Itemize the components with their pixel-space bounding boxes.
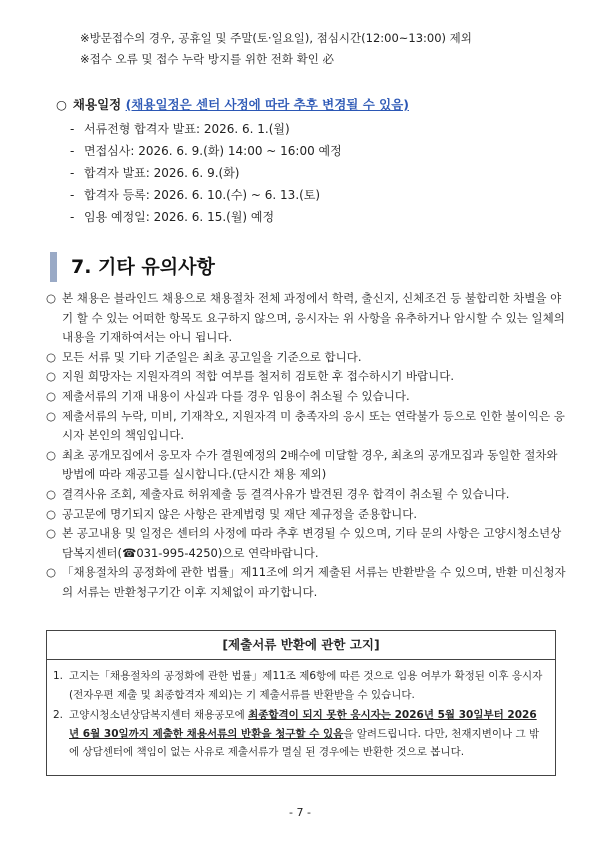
circle-bullet-icon: ○	[46, 349, 57, 364]
circle-bullet-icon: ○	[46, 447, 57, 462]
list-item: ○ 공고문에 명기되지 않은 사항은 관계법령 및 재단 제규정을 준용합니다.	[46, 505, 566, 525]
list-item: ○ 본 채용은 블라인드 채용으로 채용절차 전체 과정에서 학력, 출신지, 신체조건 등 불합리한 차별을 야기 할 수 있는 어떠한 항목도 요구하지 않으며, 응시자는 위 사항을 유추하거나 암시할 수 있는 일체의 내용을 기재하여서는 아니 됩니다.	[46, 289, 566, 348]
notice-paragraph: 2. 고양시청소년상담복지센터 채용공모에 최종합격이 되지 못한 응시자는 2026년 5월 30일부터 2026년 6월 30일까지 제출한 채용서류의 반환을 청구할 수 있음을 알려드립니다. 다만, 천재지변이나 그 밖에 상담센터에 책임이 없는 사유로 제출서류가 멸실 된 경우에는 반환한 것으로 봅니다.	[53, 706, 545, 762]
circle-bullet-icon: ○	[46, 408, 57, 423]
circle-bullet-icon: ○	[46, 291, 57, 305]
schedule-item: - 서류전형 합격자 발표: 2026. 6. 1.(월)	[70, 122, 290, 136]
paragraph-number: 1.	[53, 670, 64, 682]
circle-bullet-icon: ○	[46, 526, 57, 541]
list-item: ○ 모든 서류 및 기타 기준일은 최초 공고일을 기준으로 합니다.	[46, 348, 566, 368]
circle-bullet-icon: ○	[46, 486, 57, 501]
schedule-change-note: (채용일정은 센터 사정에 따라 추후 변경될 수 있음)	[125, 97, 409, 112]
circle-bullet-icon: ○	[46, 506, 57, 521]
circle-bullet-icon: ○	[46, 388, 57, 403]
precautions-list	[46, 289, 566, 603]
list-item: ○ 「채용절차의 공정화에 관한 법률」제11조에 의거 제출된 서류는 반환받을 수 있으며, 반환 미신청자의 서류는 반환청구기간 이후 지체없이 파기합니다.	[46, 563, 566, 602]
schedule-title: 채용일정	[72, 97, 122, 112]
list-item: ○ 지원 희망자는 지원자격의 적합 여부를 철저히 검토한 후 접수하시기 바랍니다.	[46, 367, 566, 387]
circle-bullet-icon: ○	[46, 565, 57, 580]
section-heading: 7. 기타 유의사항	[50, 252, 215, 282]
notice-body	[47, 660, 555, 762]
phone-confirm-note: ※접수 오류 및 접수 누락 방지를 위한 전화 확인 必	[80, 52, 334, 66]
list-item: ○ 결격사유 조회, 제출자료 허위제출 등 결격사유가 발견된 경우 합격이 취소될 수 있습니다.	[46, 485, 566, 505]
list-item: ○ 제출서류의 누락, 미비, 기재착오, 지원자격 미 충족자의 응시 또는 연락불가 등으로 인한 불이익은 응시자 본인의 책임입니다.	[46, 407, 566, 446]
circle-bullet-icon: ○	[56, 97, 67, 112]
schedule-list	[70, 118, 576, 228]
page-number: - 7 -	[289, 806, 311, 819]
application-notes	[80, 28, 580, 70]
notice-paragraph: 1. 고지는「채용절차의 공정화에 관한 법률」제11조 제6항에 따른 것으로 임용 여부가 확정된 이후 응시자(전자우편 제출 및 최종합격자 제외)는 기 제출서류를 반환받을 수 있습니다.	[53, 667, 545, 704]
schedule-item: - 면접심사: 2026. 6. 9.(화) 14:00 ~ 16:00 예정	[70, 144, 342, 158]
list-item: ○ 제출서류의 기재 내용이 사실과 다를 경우 임용이 취소될 수 있습니다.	[46, 387, 566, 407]
notice-title: [제출서류 반환에 관한 고지]	[47, 631, 555, 660]
schedule-item: - 합격자 등록: 2026. 6. 10.(수) ~ 6. 13.(토)	[70, 188, 321, 202]
recruitment-schedule	[56, 94, 576, 228]
visit-exclusion-note: ※방문접수의 경우, 공휴일 및 주말(토·일요일), 점심시간(12:00~13:00) 제외	[80, 31, 472, 45]
circle-bullet-icon: ○	[46, 369, 57, 384]
schedule-heading	[56, 94, 576, 116]
emphasized-deadline: 최종합격이 되지 못한 응시자는 2026년 5월 30일부터 2026년 6월 30일까지 제출한 채용서류의 반환을 청구할 수 있음	[69, 709, 537, 740]
document-return-notice	[46, 630, 556, 776]
schedule-item: - 합격자 발표: 2026. 6. 9.(화)	[70, 166, 240, 180]
paragraph-number: 2.	[53, 709, 64, 722]
list-item: ○ 최초 공개모집에서 응모자 수가 결원예정의 2배수에 미달할 경우, 최초의 공개모집과 동일한 절차와 방법에 따라 재공고를 실시합니다.(단시간 채용 제외)	[46, 446, 566, 485]
schedule-item: - 임용 예정일: 2026. 6. 15.(월) 예정	[70, 210, 275, 224]
list-item: ○ 본 공고내용 및 일정은 센터의 사정에 따라 추후 변경될 수 있으며, 기타 문의 사항은 고양시청소년상담복지센터(☎031-995-4250)으로 연락바랍니다.	[46, 524, 566, 563]
